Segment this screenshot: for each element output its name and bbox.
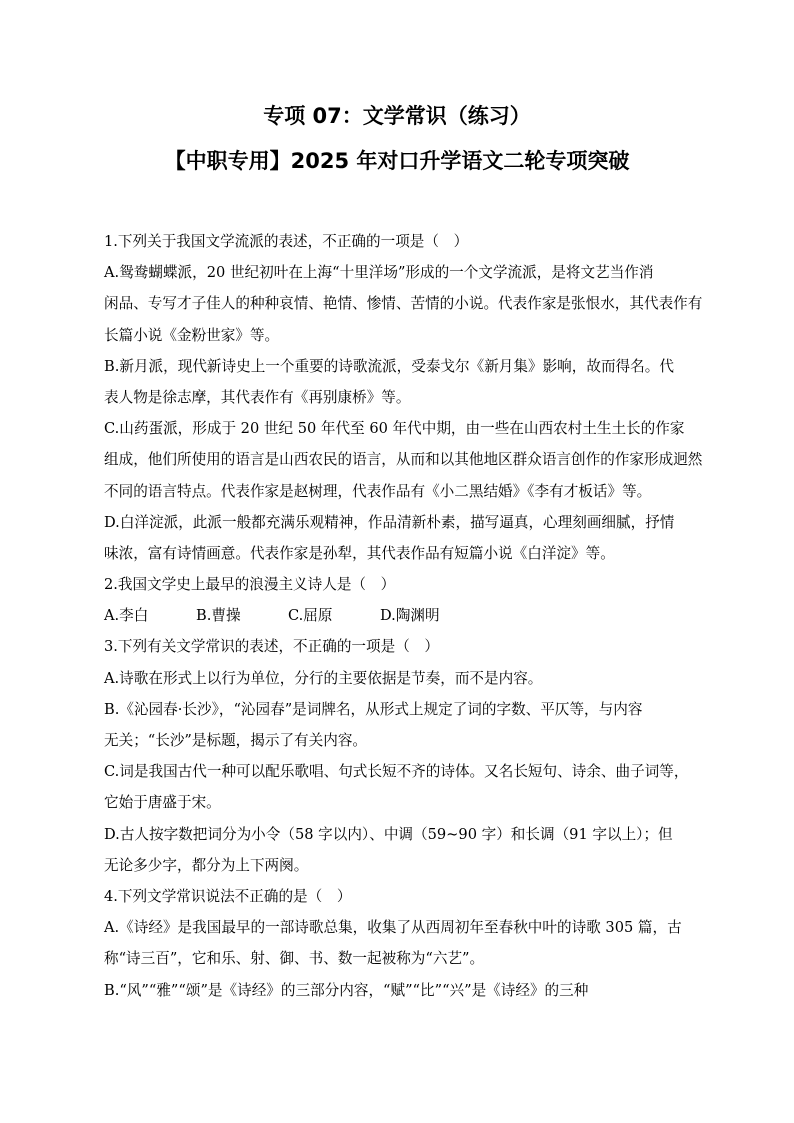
- question-4-option-a: A.《诗经》是我国最早的一部诗歌总集，收集了从西周初年至春秋中叶的诗歌 305 篇，古: [104, 919, 682, 937]
- question-4-option-b: B.“风”“雅”“颂”是《诗经》的三部分内容，“赋”“比”“兴”是《诗经》的三种: [104, 981, 589, 999]
- question-2-option-a: A.李白: [104, 607, 149, 625]
- question-1-option-b: B.新月派，现代新诗史上一个重要的诗歌流派，受泰戈尔《新月集》影响，故而得名。代: [104, 357, 674, 375]
- question-1-option-a: A.鸳鸯蝴蝶派，20 世纪初叶在上海“十里洋场”形成的一个文学流派，是将文艺当作消: [104, 264, 654, 282]
- question-3-option-b: B.《沁园春·长沙》，“沁园春”是词牌名，从形式上规定了词的字数、平仄等，与内容: [104, 700, 643, 718]
- question-2-option-b: B.曹操: [196, 607, 241, 625]
- question-4-stem: 4.下列文学常识说法不正确的是（ ）: [104, 887, 352, 905]
- question-3-option-d-cont: 无论多少字，都分为上下两阕。: [104, 856, 309, 874]
- question-3-option-c-cont: 它始于唐盛于宋。: [104, 794, 221, 812]
- question-1-option-d: D.白洋淀派，此派一般都充满乐观精神，作品清新朴素，描写逼真，心理刻画细腻，抒情: [104, 513, 675, 531]
- question-1-option-a-cont: 长篇小说《金粉世家》等。: [104, 326, 280, 344]
- question-3-option-a: A.诗歌在形式上以行为单位，分行的主要依据是节奏，而不是内容。: [104, 669, 543, 687]
- page-subtitle: 【中职专用】2025 年对口升学语文二轮专项突破: [164, 149, 630, 173]
- question-3-stem: 3.下列有关文学常识的表述，不正确的一项是（ ）: [104, 638, 439, 656]
- exercise-body: [104, 226, 722, 1006]
- question-4-option-a-cont: 称“诗三百”，它和乐、射、御、书、数一起被称为“六艺”。: [104, 950, 485, 968]
- question-3-option-c: C.词是我国古代一种可以配乐歌唱、句式长短不齐的诗体。又名长短句、诗余、曲子词等，: [104, 763, 689, 781]
- question-2-option-d: D.陶渊明: [380, 607, 440, 625]
- question-2-options: [104, 600, 722, 631]
- page-title: 专项 07：文学常识（练习）: [263, 104, 531, 128]
- question-1-option-a-cont: 闲品、专写才子佳人的种种哀情、艳情、惨情、苦情的小说。代表作家是张恨水，其代表作有: [104, 295, 703, 313]
- question-1-option-c-cont: 不同的语言特点。代表作家是赵树理，代表作品有《小二黑结婚》《李有才板话》等。: [104, 482, 652, 500]
- question-1-stem: 1.下列关于我国文学流派的表述，不正确的一项是（ ）: [104, 233, 469, 250]
- question-1-option-c-cont: 组成，他们所使用的语言是山西农民的语言，从而和以其他地区群众语言创作的作家形成迥然: [104, 451, 703, 469]
- question-3-option-d: D.古人按字数把词分为小令（58 字以内）、中调（59~90 字）和长调（91 字以上）；但: [104, 825, 673, 843]
- question-1-option-c: C.山药蛋派，形成于 20 世纪 50 年代至 60 年代中期，由一些在山西农村土生土长的作家: [104, 420, 685, 438]
- question-2-stem: 2.我国文学史上最早的浪漫主义诗人是（ ）: [104, 576, 396, 594]
- question-2-option-c: C.屈原: [288, 607, 333, 625]
- question-3-option-b-cont: 无关；“长沙”是标题，揭示了有关内容。: [104, 732, 368, 749]
- question-1-option-b-cont: 表人物是徐志摩，其代表作有《再别康桥》等。: [104, 388, 411, 406]
- question-1-option-d-cont: 味浓，富有诗情画意。代表作家是孙犁，其代表作品有短篇小说《白洋淀》等。: [104, 544, 615, 562]
